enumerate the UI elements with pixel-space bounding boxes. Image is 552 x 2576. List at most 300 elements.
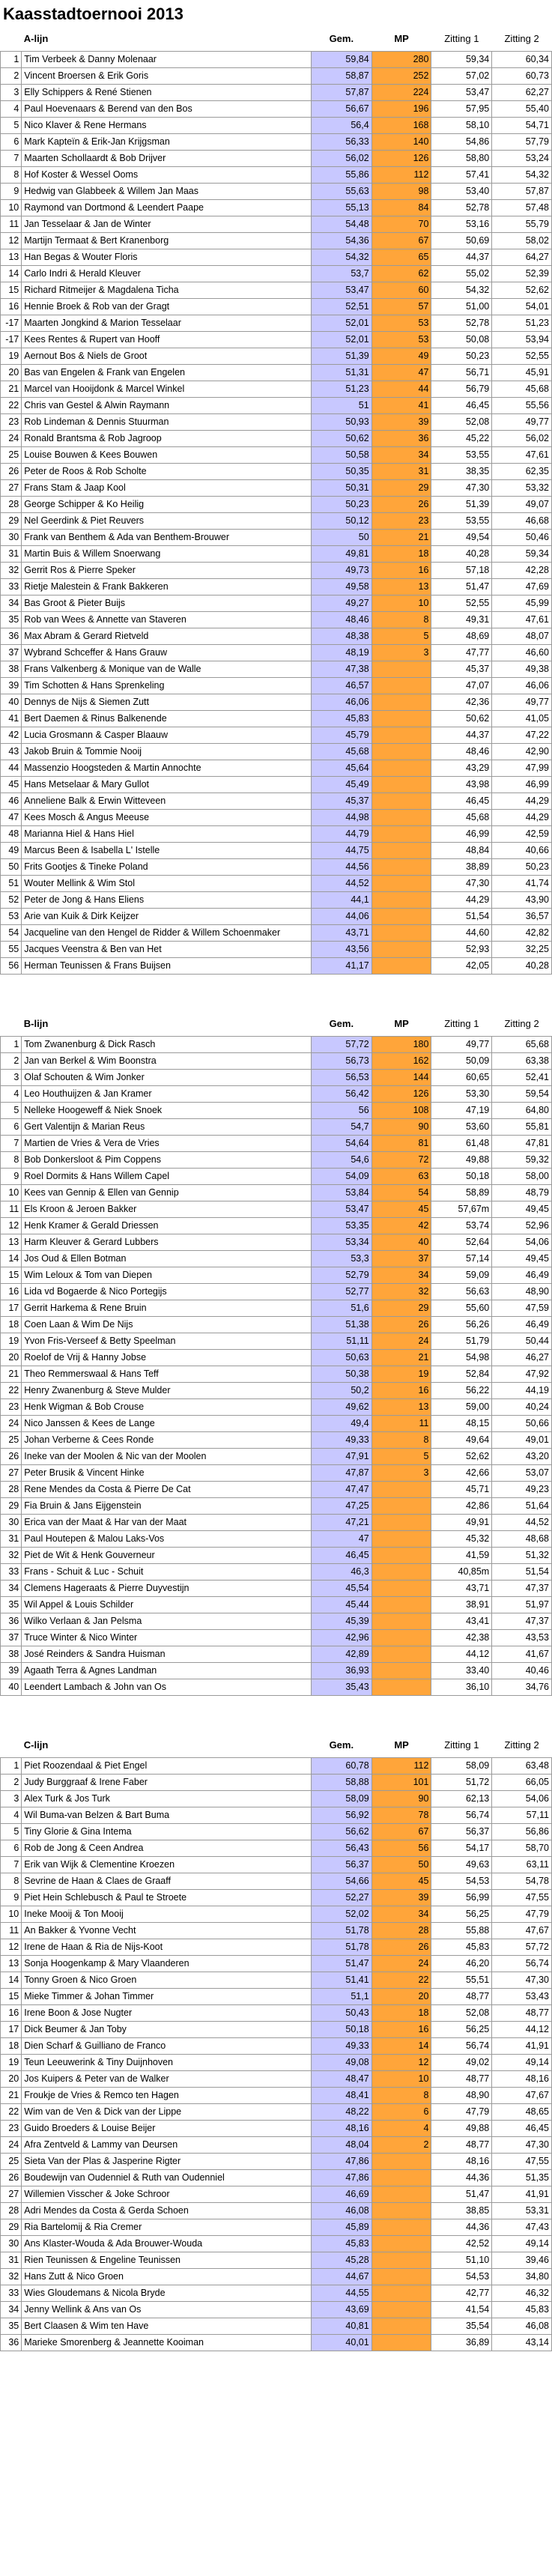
rank-cell: 3 (1, 1791, 22, 1807)
table-row (1, 2055, 552, 2071)
gem-cell: 54,32 (311, 249, 371, 266)
gem-cell: 51,11 (311, 1333, 371, 1350)
rank-cell: 6 (1, 134, 22, 151)
gem-cell: 44,98 (311, 810, 371, 826)
table-row (1, 315, 552, 332)
table-row (1, 1597, 552, 1613)
pair-name-cell: Bert Daemen & Rinus Balkenende (22, 711, 312, 727)
zitting-1-cell: 55,60 (431, 1300, 492, 1317)
table-row (1, 876, 552, 892)
mp-cell: 34 (371, 1267, 431, 1284)
mp-cell: 78 (371, 1807, 431, 1824)
pair-name-cell: Peter Brusik & Vincent Hinke (22, 1465, 312, 1482)
gem-cell: 45,79 (311, 727, 371, 744)
zitting-2-cell: 49,77 (492, 414, 552, 431)
mp-cell (371, 2302, 431, 2318)
zitting-1-cell: 49,77 (431, 1037, 492, 1053)
pair-name-cell: Theo Remmerswaal & Hans Teff (22, 1366, 312, 1383)
pair-name-cell: Ineke van der Moolen & Nic van der Moolen (22, 1449, 312, 1465)
zitting-1-cell: 56,74 (431, 2038, 492, 2055)
rank-cell: 1 (1, 1758, 22, 1775)
mp-cell (371, 760, 431, 777)
mp-cell: 24 (371, 1956, 431, 1972)
mp-cell: 18 (371, 546, 431, 563)
mp-cell: 3 (371, 1465, 431, 1482)
pair-name-cell: Raymond van Dortmond & Leendert Paape (22, 200, 312, 216)
gem-cell: 52,51 (311, 299, 371, 315)
pair-name-cell: Peter de Jong & Hans Eliens (22, 892, 312, 909)
rank-cell: 22 (1, 2104, 22, 2121)
rank-cell: 11 (1, 1201, 22, 1218)
zitting-2-cell: 48,68 (492, 1531, 552, 1548)
pair-name-cell: Sevrine de Haan & Claes de Graaff (22, 1873, 312, 1890)
zitting-2-cell: 49,07 (492, 497, 552, 513)
mp-cell: 112 (371, 167, 431, 184)
zitting-1-cell: 53,60 (431, 1119, 492, 1136)
rank-cell: 25 (1, 447, 22, 464)
zitting-2-cell: 51,35 (492, 2170, 552, 2186)
zitting-2-cell: 50,66 (492, 1416, 552, 1432)
zitting-1-cell: 57,41 (431, 167, 492, 184)
rank-cell: 5 (1, 118, 22, 134)
pair-name-cell: Dennys de Nijs & Siemen Zutt (22, 694, 312, 711)
gem-cell: 56,43 (311, 1840, 371, 1857)
rank-cell: 13 (1, 249, 22, 266)
table-header-row (1, 1012, 552, 1037)
zitting-1-cell: 49,02 (431, 2055, 492, 2071)
table-row (1, 1482, 552, 1498)
rank-cell: 45 (1, 777, 22, 793)
pair-name-cell: Leendert Lambach & John van Os (22, 1679, 312, 1696)
zitting-2-cell: 47,99 (492, 760, 552, 777)
zitting-2-cell: 47,92 (492, 1366, 552, 1383)
zitting-1-cell: 42,52 (431, 2236, 492, 2252)
table-row (1, 1053, 552, 1070)
mp-cell (371, 2154, 431, 2170)
rank-cell: 32 (1, 2269, 22, 2285)
zitting-2-cell: 59,54 (492, 1086, 552, 1103)
header-zitting-2: Zitting 2 (504, 1018, 539, 1029)
rank-cell: 8 (1, 167, 22, 184)
zitting-1-cell: 56,63 (431, 1284, 492, 1300)
table-row (1, 909, 552, 925)
zitting-1-cell: 49,31 (431, 612, 492, 628)
zitting-2-cell: 47,81 (492, 1136, 552, 1152)
mp-cell (371, 2236, 431, 2252)
zitting-2-cell: 40,28 (492, 958, 552, 975)
mp-cell: 16 (371, 1383, 431, 1399)
pair-name-cell: Jos Oud & Ellen Botman (22, 1251, 312, 1267)
rank-cell: 40 (1, 1679, 22, 1696)
mp-cell (371, 678, 431, 694)
mp-cell: 8 (371, 612, 431, 628)
gem-cell: 52,01 (311, 315, 371, 332)
table-row (1, 2302, 552, 2318)
mp-cell: 81 (371, 1136, 431, 1152)
section-spacer (0, 975, 552, 1012)
mp-cell (371, 2203, 431, 2219)
zitting-1-cell: 42,66 (431, 1465, 492, 1482)
table-row (1, 431, 552, 447)
rank-cell: 42 (1, 727, 22, 744)
mp-cell: 12 (371, 2055, 431, 2071)
zitting-2-cell: 40,24 (492, 1399, 552, 1416)
zitting-2-cell: 41,91 (492, 2186, 552, 2203)
zitting-2-cell: 63,38 (492, 1053, 552, 1070)
zitting-2-cell: 47,61 (492, 612, 552, 628)
zitting-1-cell: 47,79 (431, 2104, 492, 2121)
mp-cell (371, 2219, 431, 2236)
table-row (1, 1416, 552, 1432)
rank-cell: 5 (1, 1103, 22, 1119)
mp-cell: 26 (371, 1317, 431, 1333)
zitting-1-cell: 51,39 (431, 497, 492, 513)
zitting-2-cell: 62,35 (492, 464, 552, 480)
mp-cell: 29 (371, 480, 431, 497)
pair-name-cell: Tim Verbeek & Danny Molenaar (22, 52, 312, 68)
zitting-1-cell: 56,26 (431, 1317, 492, 1333)
pair-name-cell: Rob van Wees & Annette van Staveren (22, 612, 312, 628)
pair-name-cell: Louise Bouwen & Kees Bouwen (22, 447, 312, 464)
rank-cell: 9 (1, 1169, 22, 1185)
mp-cell: 50 (371, 1857, 431, 1873)
table-row (1, 249, 552, 266)
rank-cell: 16 (1, 2005, 22, 2022)
gem-cell: 53,34 (311, 1234, 371, 1251)
gem-cell: 54,48 (311, 216, 371, 233)
table-row (1, 579, 552, 595)
rank-cell: 27 (1, 2186, 22, 2203)
pair-name-cell: Agaath Terra & Agnes Landman (22, 1663, 312, 1679)
pair-name-cell: Wilko Verlaan & Jan Pelsma (22, 1613, 312, 1630)
gem-cell: 51,41 (311, 1972, 371, 1989)
rank-cell: 17 (1, 2022, 22, 2038)
pair-name-cell: Martijn Termaat & Bert Kranenborg (22, 233, 312, 249)
pair-name-cell: Piet Hein Schlebusch & Paul te Stroete (22, 1890, 312, 1906)
zitting-1-cell: 60,65 (431, 1070, 492, 1086)
mp-cell: 53 (371, 315, 431, 332)
zitting-1-cell: 53,55 (431, 447, 492, 464)
gem-cell: 51,31 (311, 365, 371, 381)
gem-cell: 52,79 (311, 1267, 371, 1284)
gem-cell: 53,35 (311, 1218, 371, 1234)
table-row (1, 85, 552, 101)
mp-cell: 90 (371, 1119, 431, 1136)
mp-cell: 112 (371, 1758, 431, 1775)
zitting-1-cell: 52,78 (431, 315, 492, 332)
gem-cell: 49,08 (311, 2055, 371, 2071)
gem-cell: 58,87 (311, 68, 371, 85)
zitting-2-cell: 50,44 (492, 1333, 552, 1350)
rank-cell: 56 (1, 958, 22, 975)
zitting-1-cell: 49,54 (431, 530, 492, 546)
mp-cell (371, 2170, 431, 2186)
zitting-2-cell: 47,55 (492, 2154, 552, 2170)
gem-cell: 54,6 (311, 1152, 371, 1169)
mp-cell (371, 810, 431, 826)
mp-cell: 180 (371, 1037, 431, 1053)
zitting-2-cell: 56,02 (492, 431, 552, 447)
zitting-1-cell: 43,41 (431, 1613, 492, 1630)
pair-name-cell: Paul Hoevenaars & Berend van den Bos (22, 101, 312, 118)
gem-cell: 56,92 (311, 1807, 371, 1824)
rank-cell: 23 (1, 414, 22, 431)
table-row (1, 1185, 552, 1201)
table-row (1, 1103, 552, 1119)
zitting-2-cell: 47,59 (492, 1300, 552, 1317)
mp-cell: 19 (371, 1366, 431, 1383)
mp-cell: 63 (371, 1169, 431, 1185)
zitting-2-cell: 47,69 (492, 579, 552, 595)
mp-cell (371, 942, 431, 958)
zitting-2-cell: 42,82 (492, 925, 552, 942)
zitting-2-cell: 51,64 (492, 1498, 552, 1515)
pair-name-cell: Kees van Gennip & Ellen van Gennip (22, 1185, 312, 1201)
zitting-1-cell: 62,13 (431, 1791, 492, 1807)
rank-cell: 28 (1, 497, 22, 513)
section-name: C-lijn (23, 1739, 49, 1751)
mp-cell: 101 (371, 1775, 431, 1791)
zitting-1-cell: 48,16 (431, 2154, 492, 2170)
pair-name-cell: Froukje de Vries & Remco ten Hagen (22, 2088, 312, 2104)
rank-cell: 29 (1, 2219, 22, 2236)
mp-cell: 90 (371, 1791, 431, 1807)
zitting-1-cell: 43,29 (431, 760, 492, 777)
mp-cell (371, 892, 431, 909)
mp-cell: 31 (371, 464, 431, 480)
table-row (1, 2154, 552, 2170)
table-row (1, 2219, 552, 2236)
table-row (1, 2203, 552, 2219)
pair-name-cell: Erik van Wijk & Clementine Kroezen (22, 1857, 312, 1873)
mp-cell: 41 (371, 398, 431, 414)
table-row (1, 1498, 552, 1515)
rank-cell: 17 (1, 1300, 22, 1317)
table-row (1, 1906, 552, 1923)
pair-name-cell: Maarten Jongkind & Marion Tesselaar (22, 315, 312, 332)
rank-cell: 34 (1, 2302, 22, 2318)
mp-cell: 67 (371, 233, 431, 249)
zitting-2-cell: 56,74 (492, 1956, 552, 1972)
zitting-2-cell: 41,91 (492, 2038, 552, 2055)
zitting-1-cell: 51,47 (431, 579, 492, 595)
mp-cell: 39 (371, 1890, 431, 1906)
pair-name-cell: Bas Groot & Pieter Buijs (22, 595, 312, 612)
pair-name-cell: Marcel van Hooijdonk & Marcel Winkel (22, 381, 312, 398)
mp-cell: 13 (371, 1399, 431, 1416)
mp-cell: 20 (371, 1989, 431, 2005)
pair-name-cell: Lida vd Bogaerde & Nico Portegijs (22, 1284, 312, 1300)
table-row (1, 1923, 552, 1939)
pair-name-cell: Harm Kleuver & Gerard Lubbers (22, 1234, 312, 1251)
pair-name-cell: Piet de Wit & Henk Gouverneur (22, 1548, 312, 1564)
rank-cell: 39 (1, 678, 22, 694)
table-row (1, 1857, 552, 1873)
mp-cell (371, 1531, 431, 1548)
zitting-1-cell: 52,78 (431, 200, 492, 216)
zitting-1-cell: 54,17 (431, 1840, 492, 1857)
gem-cell: 49,27 (311, 595, 371, 612)
mp-cell: 5 (371, 628, 431, 645)
zitting-1-cell: 52,93 (431, 942, 492, 958)
gem-cell: 49,73 (311, 563, 371, 579)
gem-cell: 54,36 (311, 233, 371, 249)
table-row (1, 1218, 552, 1234)
zitting-2-cell: 60,34 (492, 52, 552, 68)
pair-name-cell: Gerrit Harkema & Rene Bruin (22, 1300, 312, 1317)
pair-name-cell: Tom Zwanenburg & Dick Rasch (22, 1037, 312, 1053)
mp-cell: 21 (371, 530, 431, 546)
gem-cell: 40,01 (311, 2335, 371, 2351)
pair-name-cell: Rob de Jong & Ceen Andrea (22, 1840, 312, 1857)
zitting-1-cell: 44,37 (431, 727, 492, 744)
mp-cell: 26 (371, 497, 431, 513)
mp-cell: 162 (371, 1053, 431, 1070)
zitting-1-cell: 41,54 (431, 2302, 492, 2318)
table-row (1, 167, 552, 184)
zitting-1-cell: 55,02 (431, 266, 492, 282)
table-row (1, 365, 552, 381)
rank-cell: 15 (1, 1989, 22, 2005)
pair-name-cell: Carlo Indri & Herald Kleuver (22, 266, 312, 282)
mp-cell (371, 2252, 431, 2269)
mp-cell: 108 (371, 1103, 431, 1119)
gem-cell: 44,06 (311, 909, 371, 925)
table-row (1, 744, 552, 760)
zitting-2-cell: 54,06 (492, 1791, 552, 1807)
mp-cell: 140 (371, 134, 431, 151)
pair-name-cell: Wouter Mellink & Wim Stol (22, 876, 312, 892)
gem-cell: 48,38 (311, 628, 371, 645)
zitting-1-cell: 48,46 (431, 744, 492, 760)
table-row (1, 694, 552, 711)
rank-cell: 30 (1, 1515, 22, 1531)
zitting-2-cell: 58,70 (492, 1840, 552, 1857)
pair-name-cell: Wies Gloudemans & Nicola Bryde (22, 2285, 312, 2302)
zitting-1-cell: 51,54 (431, 909, 492, 925)
gem-cell: 56,62 (311, 1824, 371, 1840)
gem-cell: 46,69 (311, 2186, 371, 2203)
rank-cell: 10 (1, 1906, 22, 1923)
pair-name-cell: Marianna Hiel & Hans Hiel (22, 826, 312, 843)
rank-cell: 35 (1, 1597, 22, 1613)
pair-name-cell: Hedwig van Glabbeek & Willem Jan Maas (22, 184, 312, 200)
zitting-2-cell: 47,43 (492, 2219, 552, 2236)
zitting-2-cell: 49,45 (492, 1201, 552, 1218)
mp-cell (371, 1613, 431, 1630)
gem-cell: 45,44 (311, 1597, 371, 1613)
table-row (1, 2088, 552, 2104)
table-row (1, 1890, 552, 1906)
zitting-2-cell: 47,67 (492, 2088, 552, 2104)
gem-cell: 51,1 (311, 1989, 371, 2005)
pair-name-cell: Teun Leeuwerink & Tiny Duijnhoven (22, 2055, 312, 2071)
table-row (1, 661, 552, 678)
gem-cell: 50,58 (311, 447, 371, 464)
zitting-2-cell: 65,68 (492, 1037, 552, 1053)
zitting-2-cell: 45,83 (492, 2302, 552, 2318)
table-row (1, 1251, 552, 1267)
pair-name-cell: Paul Houtepen & Malou Laks-Vos (22, 1531, 312, 1548)
pair-name-cell: Ans Klaster-Wouda & Ada Brouwer-Wouda (22, 2236, 312, 2252)
rank-cell: 26 (1, 1449, 22, 1465)
zitting-1-cell: 56,25 (431, 2022, 492, 2038)
gem-cell: 44,67 (311, 2269, 371, 2285)
mp-cell: 16 (371, 2022, 431, 2038)
table-row (1, 2170, 552, 2186)
pair-name-cell: Wim Leloux & Tom van Diepen (22, 1267, 312, 1284)
mp-cell: 10 (371, 595, 431, 612)
pair-name-cell: Henry Zwanenburg & Steve Mulder (22, 1383, 312, 1399)
pair-name-cell: Anneliene Balk & Erwin Witteveen (22, 793, 312, 810)
pair-name-cell: George Schipper & Ko Heilig (22, 497, 312, 513)
mp-cell (371, 1482, 431, 1498)
zitting-1-cell: 44,37 (431, 249, 492, 266)
zitting-2-cell: 63,48 (492, 1758, 552, 1775)
mp-cell: 40 (371, 1234, 431, 1251)
table-row (1, 2022, 552, 2038)
table-row (1, 1807, 552, 1824)
rank-cell: 38 (1, 1646, 22, 1663)
zitting-2-cell: 44,52 (492, 1515, 552, 1531)
pair-name-cell: Richard Ritmeijer & Magdalena Ticha (22, 282, 312, 299)
mp-cell (371, 1630, 431, 1646)
gem-cell: 54,09 (311, 1169, 371, 1185)
gem-cell: 53,3 (311, 1251, 371, 1267)
mp-cell (371, 2269, 431, 2285)
rank-cell: 37 (1, 645, 22, 661)
zitting-1-cell: 58,10 (431, 118, 492, 134)
rank-cell: 53 (1, 909, 22, 925)
gem-cell: 54,7 (311, 1119, 371, 1136)
gem-cell: 50,23 (311, 497, 371, 513)
gem-cell: 47,38 (311, 661, 371, 678)
rank-cell: 7 (1, 1136, 22, 1152)
ranking-table-a-lijn (0, 27, 552, 975)
mp-cell (371, 958, 431, 975)
pair-name-cell: José Reinders & Sandra Huisman (22, 1646, 312, 1663)
pair-name-cell: Clemens Hageraats & Pierre Duyvestijn (22, 1581, 312, 1597)
zitting-1-cell: 54,53 (431, 1873, 492, 1890)
mp-cell (371, 727, 431, 744)
mp-cell: 34 (371, 447, 431, 464)
mp-cell: 18 (371, 2005, 431, 2022)
gem-cell: 51,39 (311, 348, 371, 365)
table-row (1, 1775, 552, 1791)
rank-cell: 9 (1, 184, 22, 200)
zitting-1-cell: 47,30 (431, 480, 492, 497)
gem-cell: 50,62 (311, 431, 371, 447)
zitting-2-cell: 43,20 (492, 1449, 552, 1465)
gem-cell: 57,72 (311, 1037, 371, 1053)
zitting-2-cell: 54,32 (492, 167, 552, 184)
mp-cell: 11 (371, 1416, 431, 1432)
table-row (1, 118, 552, 134)
mp-cell (371, 909, 431, 925)
pair-name-cell: Peter de Roos & Rob Scholte (22, 464, 312, 480)
table-row (1, 282, 552, 299)
pair-name-cell: Adri Mendes da Costa & Gerda Schoen (22, 2203, 312, 2219)
gem-cell: 50,38 (311, 1366, 371, 1383)
gem-cell: 48,46 (311, 612, 371, 628)
pair-name-cell: Hans Metselaar & Mary Gullot (22, 777, 312, 793)
gem-cell: 50,31 (311, 480, 371, 497)
table-row (1, 612, 552, 628)
gem-cell: 59,84 (311, 52, 371, 68)
rank-cell: 28 (1, 1482, 22, 1498)
mp-cell (371, 777, 431, 793)
rank-cell: 26 (1, 464, 22, 480)
